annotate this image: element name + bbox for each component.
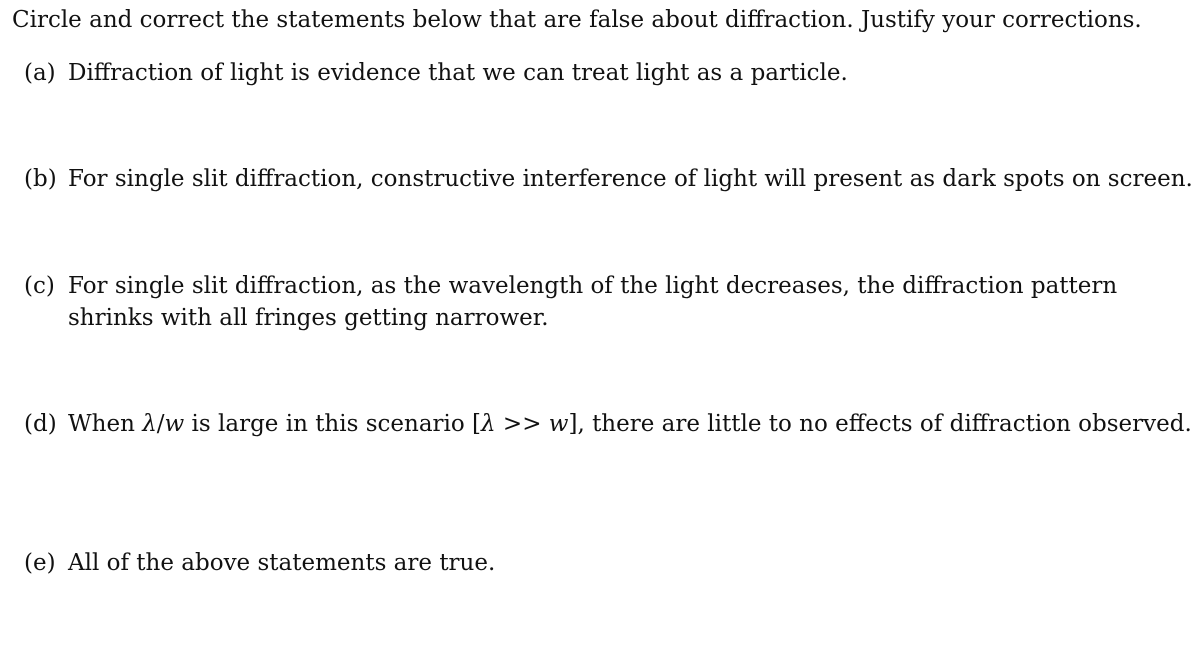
statement-d-label: (d) bbox=[24, 411, 57, 437]
statement-b-text: For single slit diffraction, constructive interference of light will present as dark spots on screen. bbox=[68, 166, 1193, 192]
statement-b-label: (b) bbox=[24, 166, 57, 192]
statement-a-text: Diffraction of light is evidence that we can treat light as a particle. bbox=[68, 60, 848, 86]
lambda-symbol-condition: λ bbox=[481, 411, 496, 437]
statement-c-label: (c) bbox=[24, 273, 55, 299]
statement-c bbox=[24, 270, 1184, 334]
lambda-symbol: λ bbox=[142, 411, 157, 437]
statement-d-text bbox=[68, 408, 1192, 440]
statement-c-text: For single slit diffraction, as the wavelength of the light decreases, the diffraction pattern shrinks with all fringes getting narrower. bbox=[68, 273, 1118, 331]
question-instruction: Circle and correct the statements below that are false about diffraction. Justify your corrections. bbox=[12, 7, 1142, 33]
statement-d-middle: is large in this scenario [ bbox=[184, 411, 482, 437]
statement-a-label: (a) bbox=[24, 60, 56, 86]
slit-width-symbol: w bbox=[164, 411, 185, 437]
fraction-slash: / bbox=[156, 411, 165, 437]
statement-e-text: All of the above statements are true. bbox=[68, 550, 496, 576]
much-greater-than: >> bbox=[495, 411, 549, 437]
statement-b bbox=[24, 163, 1193, 195]
statement-d bbox=[24, 408, 1192, 440]
statement-e-label: (e) bbox=[24, 550, 56, 576]
slit-width-symbol-condition: w bbox=[548, 411, 569, 437]
statement-d-lead: When bbox=[68, 411, 143, 437]
statement-e bbox=[24, 547, 1184, 579]
statement-d-tail: ], there are little to no effects of diffraction observed. bbox=[568, 411, 1192, 437]
statement-a bbox=[24, 57, 1184, 89]
